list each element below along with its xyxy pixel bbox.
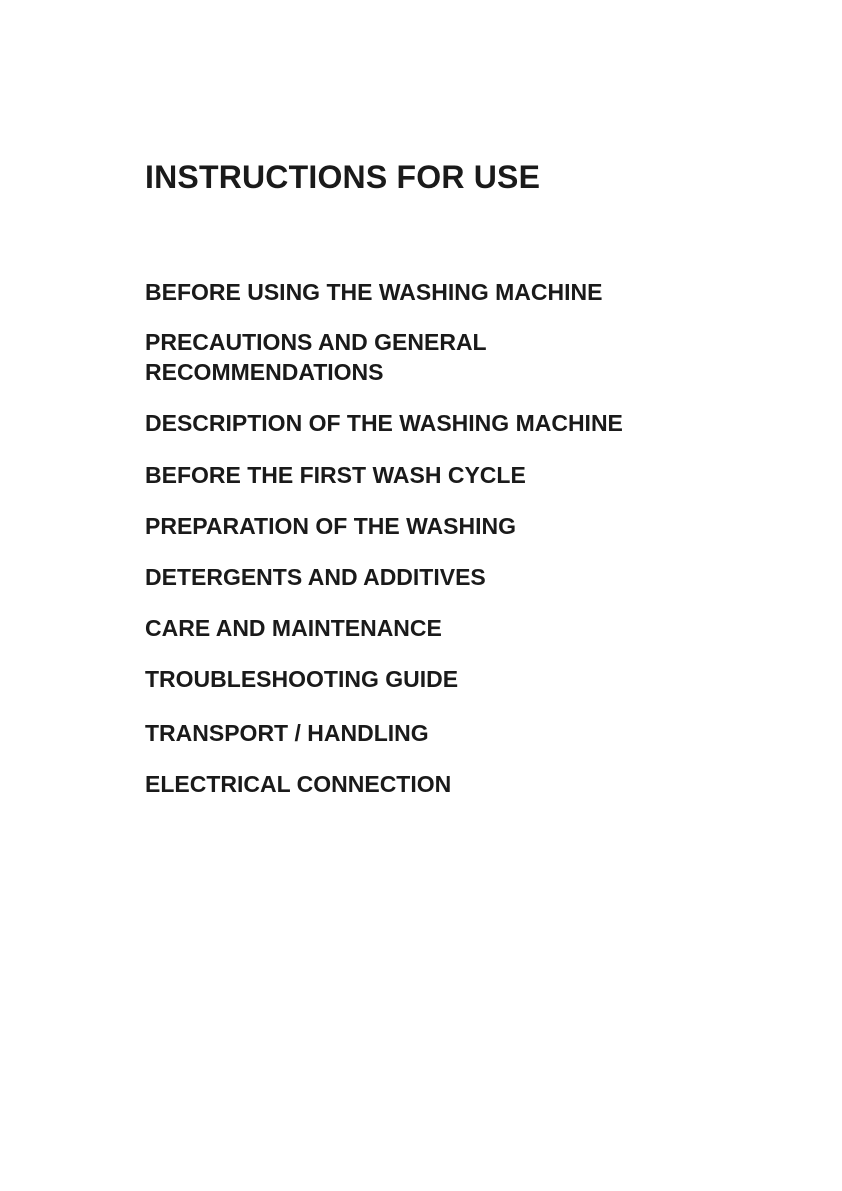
toc-item-label: TROUBLESHOOTING GUIDE bbox=[145, 666, 459, 692]
toc-item-care[interactable] bbox=[145, 613, 442, 643]
toc-item-label: BEFORE USING THE WASHING MACHINE bbox=[145, 279, 603, 305]
page-title: INSTRUCTIONS FOR USE bbox=[145, 159, 541, 195]
toc-item-label: BEFORE THE FIRST WASH CYCLE bbox=[145, 462, 526, 488]
toc-item-label: DETERGENTS AND ADDITIVES bbox=[145, 564, 486, 590]
toc-item-label: ELECTRICAL CONNECTION bbox=[145, 771, 452, 797]
toc-item-preparation[interactable] bbox=[145, 511, 516, 541]
toc-item-label: TRANSPORT / HANDLING bbox=[145, 720, 429, 746]
toc-item-label: DESCRIPTION OF THE WASHING MACHINE bbox=[145, 410, 623, 436]
toc-item-precautions[interactable] bbox=[145, 327, 487, 387]
toc-item-transport[interactable] bbox=[145, 718, 429, 748]
toc-item-description[interactable] bbox=[145, 408, 623, 438]
toc-item-first-wash[interactable] bbox=[145, 460, 526, 490]
toc-item-electrical[interactable] bbox=[145, 769, 451, 799]
toc-item-label-line-1: PRECAUTIONS AND GENERAL bbox=[145, 329, 487, 355]
toc-item-troubleshooting[interactable] bbox=[145, 664, 458, 694]
toc-item-label-line-2: RECOMMENDATIONS bbox=[145, 359, 384, 385]
toc-item-label: PREPARATION OF THE WASHING bbox=[145, 513, 516, 539]
toc-item-detergents[interactable] bbox=[145, 562, 486, 592]
toc-item-before-using[interactable] bbox=[145, 277, 602, 307]
toc-item-label: CARE AND MAINTENANCE bbox=[145, 615, 442, 641]
